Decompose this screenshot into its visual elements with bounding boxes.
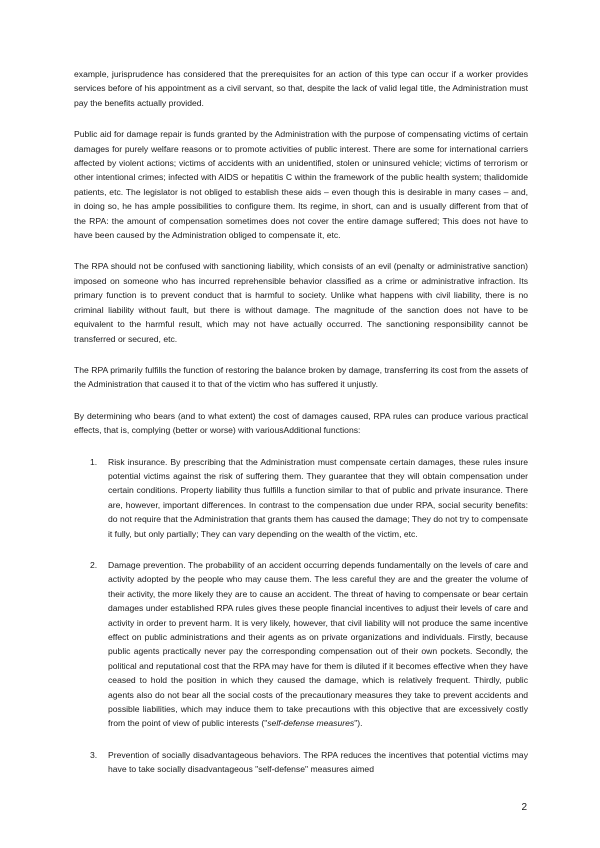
paragraph-additional-functions: By determining who bears (and to what extent) the cost of damages caused, RPA rules can produce various practical effects, that is, complying (better or worse) with variousAdditional functions: (74, 410, 528, 436)
list-item-text: . By prescribing that the Administration must compensate certain damages, these rules insure potential victims against the risk of suffering them. They guarantee that they will obtain compensation under certain conditions. Property liability thus fulfills a function similar to that of public and private insurance. There are, however, important differences. In contrast to the compensation due under RPA, social security benefits: do not require that the Administration that grants them has caused the damage; They do not try to compensate it fully, but only partially; They can vary depending on the wealth of the victim, etc. (108, 456, 529, 539)
list-item-body (108, 748, 528, 777)
list-item-title: Risk insurance (108, 456, 165, 467)
list-item-body (108, 558, 528, 731)
list-item-damage-prevention (74, 558, 528, 731)
list-item-text: . The RPA reduces the incentives that potential victims may have to take socially disadvantageous "self-defense" measures aimed (108, 749, 528, 775)
functions-list (74, 455, 528, 777)
page-number: 2 (521, 802, 527, 813)
page-content (74, 67, 528, 794)
list-item-number: 3. (90, 749, 98, 760)
list-item-title: Damage prevention (108, 559, 184, 570)
paragraph-public-aid: Public aid for damage repair is funds granted by the Administration with the purpose of compensating victims of certain damages for purely welfare reasons or to promote activities of public interest. There are some for international carriers affected by violent actions; victims of accidents with an unidentified, stolen or uninsured vehicle; victims of terrorism or other intentional crimes; infected with AIDS or hepatitis C within the framework of the public health system; thalidomide patients, etc. The legislator is not obliged to establish these aids – even though this is desirable in many cases – and, in doing so, he has ample possibilities to configure them. Its regime, in short, can and is usually different from that of the RPA: the amount of compensation sometimes does not cover the entire damage suffered; This does not have to have been caused by the Administration obliged to compensate it, etc. (74, 129, 528, 241)
list-item-tail: "). (354, 718, 363, 729)
list-item-number: 1. (90, 456, 98, 467)
list-item-text: . The probability of an accident occurring depends fundamentally on the levels of care and activity adopted by the people who may cause them. The less careful they are and the greater the volume of their activity, the more likely they are to cause an accident. The threat of having to compensate or bear certain damages under established RPA rules gives these people financial incentives to adjust their levels of care and activity in order to prevent harm. It is very likely, however, that civil liability will not produce the same incentive effect on public administrations and their agents as on private organizations and individuals. Firstly, because public agents practically never pay the corresponding compensation out of their own pockets. Secondly, the political and reputational cost that the RPA may have for them is diluted if it becomes effective when they have ceased to hold the position in which they caused the damage, which is relatively frequent. Thirdly, public agents also do not bear all the social costs of the precautionary measures they take to prevent accidents and possible liabilities, which may induce them to take precautions with this objective that are excessively costly from the point of view of public interests (" (108, 559, 528, 729)
list-item-behavior-prevention (74, 748, 528, 777)
list-item-number: 2. (90, 559, 98, 570)
paragraph-sanctioning-liability: The RPA should not be confused with sanctioning liability, which consists of an evil (penalty or administrative sanction) imposed on someone who has incurred reprehensible behavior classified as a crime or administrative infraction. Its primary function is to prevent conduct that is harmful to society. Unlike what happens with civil liability, there is no criminal liability without fault, but there is without damage. The magnitude of the sanction does not have to be equivalent to the harmful result, which may not have actually occurred. The sanctioning responsibility cannot be transferred or secured, etc. (74, 261, 528, 344)
paragraph-rpa-function: The RPA primarily fulfills the function of restoring the balance broken by damage, transferring its cost from the assets of the Administration that caused it to that of the victim who has suffered it unjustly. (74, 364, 528, 390)
list-item-risk-insurance (74, 455, 528, 541)
list-item-title: Prevention of socially disadvantageous behaviors (108, 749, 299, 760)
list-item-body (108, 455, 528, 541)
paragraph-jurisprudence: example, jurisprudence has considered that the prerequisites for an action of this type can occur if a worker provides services before of his appointment as a civil servant, so that, despite the lack of valid legal title, the Administration must pay the benefits actually provided. (74, 69, 528, 108)
list-item-italic-term: self-defense measures (267, 718, 355, 729)
